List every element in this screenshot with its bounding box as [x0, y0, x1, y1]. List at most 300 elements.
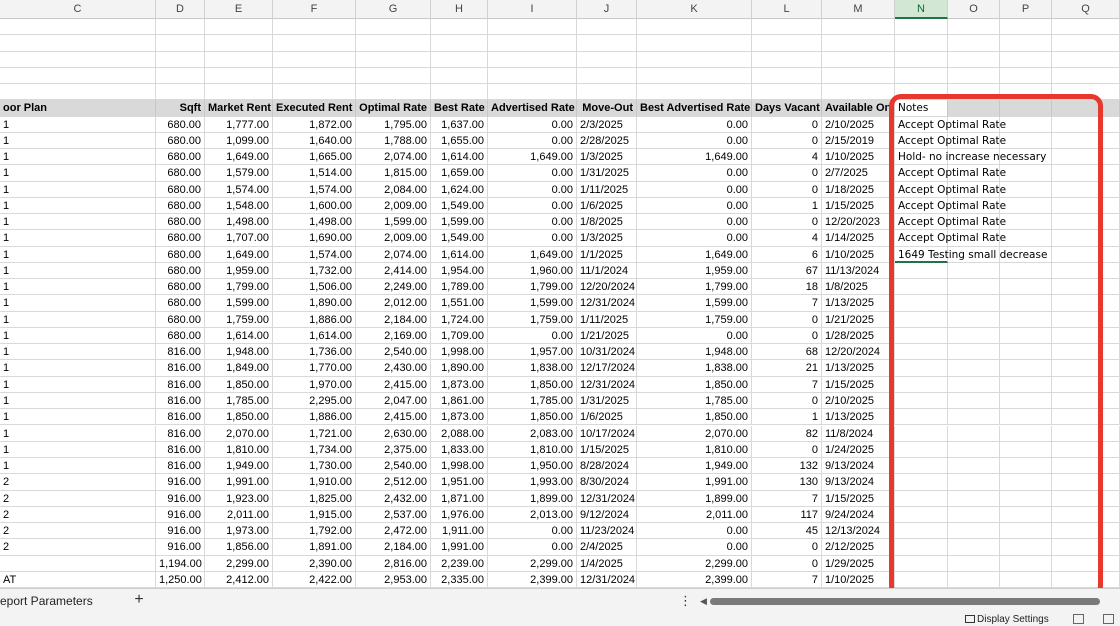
data-cell[interactable]: 1/21/2025: [577, 328, 637, 344]
data-cell[interactable]: 680.00: [156, 230, 205, 246]
data-cell[interactable]: 7: [752, 377, 822, 393]
data-cell[interactable]: 0.00: [637, 117, 752, 133]
grid-cell[interactable]: [1052, 556, 1120, 572]
data-cell[interactable]: 1/6/2025: [577, 198, 637, 214]
data-cell[interactable]: 1/29/2025: [822, 556, 895, 572]
grid-cell[interactable]: [637, 84, 752, 100]
data-cell[interactable]: 0.00: [488, 165, 577, 181]
data-cell[interactable]: 1,998.00: [431, 458, 488, 474]
data-cell[interactable]: 680.00: [156, 247, 205, 263]
grid-cell[interactable]: [356, 19, 431, 35]
data-cell[interactable]: 1: [0, 295, 156, 311]
data-cell[interactable]: 1,951.00: [431, 474, 488, 490]
grid-cell[interactable]: [1000, 474, 1052, 490]
notes-cell[interactable]: [895, 474, 948, 490]
data-cell[interactable]: 2,088.00: [431, 426, 488, 442]
grid-cell[interactable]: [948, 247, 1000, 263]
data-cell[interactable]: 1,890.00: [273, 295, 356, 311]
data-cell[interactable]: 2,375.00: [356, 442, 431, 458]
data-cell[interactable]: 1: [0, 133, 156, 149]
column-header-j[interactable]: J: [577, 0, 637, 19]
grid-cell[interactable]: [1052, 442, 1120, 458]
grid-cell[interactable]: [895, 35, 948, 51]
data-cell[interactable]: 2,184.00: [356, 539, 431, 555]
data-cell[interactable]: 1,959.00: [205, 263, 273, 279]
grid-cell[interactable]: [1052, 182, 1120, 198]
data-cell[interactable]: 1/8/2025: [822, 279, 895, 295]
data-cell[interactable]: 2,011.00: [637, 507, 752, 523]
grid-cell[interactable]: [1000, 117, 1052, 133]
data-cell[interactable]: 1,810.00: [488, 442, 577, 458]
data-cell[interactable]: 1,785.00: [488, 393, 577, 409]
data-cell[interactable]: 1: [0, 230, 156, 246]
data-cell[interactable]: 1,599.00: [488, 295, 577, 311]
grid-cell[interactable]: [948, 409, 1000, 425]
data-cell[interactable]: 680.00: [156, 295, 205, 311]
grid-cell[interactable]: [1000, 409, 1052, 425]
data-cell[interactable]: 1,948.00: [637, 344, 752, 360]
data-cell[interactable]: 1,574.00: [273, 182, 356, 198]
grid-cell[interactable]: [948, 165, 1000, 181]
data-cell[interactable]: 2,399.00: [637, 572, 752, 588]
data-cell[interactable]: 0.00: [488, 198, 577, 214]
data-cell[interactable]: 2/4/2025: [577, 539, 637, 555]
data-cell[interactable]: 1: [0, 426, 156, 442]
grid-cell[interactable]: [1052, 572, 1120, 588]
data-cell[interactable]: 1,886.00: [273, 312, 356, 328]
data-cell[interactable]: 1/15/2025: [577, 442, 637, 458]
data-cell[interactable]: 9/12/2024: [577, 507, 637, 523]
grid-cell[interactable]: [1000, 377, 1052, 393]
scrollbar-thumb[interactable]: [710, 598, 1100, 605]
column-header-d[interactable]: D: [156, 0, 205, 19]
column-header-n[interactable]: N: [895, 0, 948, 19]
data-cell[interactable]: 1,915.00: [273, 507, 356, 523]
notes-cell[interactable]: [895, 360, 948, 376]
data-cell[interactable]: 1,551.00: [431, 295, 488, 311]
data-cell[interactable]: 0: [752, 312, 822, 328]
data-cell[interactable]: 10/17/2024: [577, 426, 637, 442]
notes-cell[interactable]: [895, 491, 948, 507]
data-cell[interactable]: 916.00: [156, 523, 205, 539]
grid-cell[interactable]: [1000, 328, 1052, 344]
grid-cell[interactable]: [1000, 19, 1052, 35]
data-cell[interactable]: 1,759.00: [205, 312, 273, 328]
data-cell[interactable]: 1,574.00: [273, 247, 356, 263]
data-cell[interactable]: 1,998.00: [431, 344, 488, 360]
notes-cell[interactable]: Accept Optimal Rate: [895, 214, 948, 230]
grid-cell[interactable]: [488, 35, 577, 51]
notes-cell[interactable]: [895, 442, 948, 458]
data-cell[interactable]: 1/10/2025: [822, 247, 895, 263]
data-cell[interactable]: 1: [0, 344, 156, 360]
data-cell[interactable]: 1,624.00: [431, 182, 488, 198]
grid-cell[interactable]: [205, 19, 273, 35]
data-cell[interactable]: 1,792.00: [273, 523, 356, 539]
data-cell[interactable]: 1,250.00: [156, 572, 205, 588]
data-cell[interactable]: 2,009.00: [356, 198, 431, 214]
grid-cell[interactable]: [948, 312, 1000, 328]
data-cell[interactable]: 18: [752, 279, 822, 295]
data-cell[interactable]: 2,009.00: [356, 230, 431, 246]
grid-cell[interactable]: [1052, 507, 1120, 523]
header-notes[interactable]: Notes: [895, 100, 948, 116]
header-best-advertised-rate[interactable]: Best Advertised Rate: [637, 100, 752, 116]
grid-cell[interactable]: [1000, 133, 1052, 149]
grid-cell[interactable]: [0, 84, 156, 100]
horizontal-scrollbar[interactable]: [700, 596, 1100, 606]
data-cell[interactable]: 1,548.00: [205, 198, 273, 214]
data-cell[interactable]: 1,732.00: [273, 263, 356, 279]
grid-cell[interactable]: [1000, 247, 1052, 263]
grid-cell[interactable]: [1000, 312, 1052, 328]
data-cell[interactable]: 2,415.00: [356, 377, 431, 393]
data-cell[interactable]: 1,872.00: [273, 117, 356, 133]
data-cell[interactable]: 916.00: [156, 539, 205, 555]
data-cell[interactable]: 132: [752, 458, 822, 474]
data-cell[interactable]: 0.00: [488, 117, 577, 133]
grid-cell[interactable]: [1000, 100, 1052, 116]
data-cell[interactable]: 2,537.00: [356, 507, 431, 523]
data-cell[interactable]: 1/15/2025: [822, 377, 895, 393]
header-available-on[interactable]: Available On: [822, 100, 895, 116]
data-cell[interactable]: 1: [0, 312, 156, 328]
data-cell[interactable]: 1/11/2025: [577, 182, 637, 198]
data-cell[interactable]: 1,709.00: [431, 328, 488, 344]
data-cell[interactable]: 1,514.00: [273, 165, 356, 181]
data-cell[interactable]: 130: [752, 474, 822, 490]
data-cell[interactable]: 0.00: [637, 133, 752, 149]
grid-cell[interactable]: [752, 19, 822, 35]
data-cell[interactable]: 0.00: [488, 539, 577, 555]
data-cell[interactable]: 0.00: [637, 214, 752, 230]
data-cell[interactable]: 1,850.00: [637, 409, 752, 425]
data-cell[interactable]: 2,540.00: [356, 344, 431, 360]
data-cell[interactable]: 2: [0, 507, 156, 523]
data-cell[interactable]: 7: [752, 295, 822, 311]
grid-cell[interactable]: [948, 442, 1000, 458]
data-cell[interactable]: 1,970.00: [273, 377, 356, 393]
grid-cell[interactable]: [948, 295, 1000, 311]
data-cell[interactable]: 1/8/2025: [577, 214, 637, 230]
data-cell[interactable]: 816.00: [156, 377, 205, 393]
data-cell[interactable]: 9/13/2024: [822, 474, 895, 490]
data-cell[interactable]: 1,759.00: [637, 312, 752, 328]
data-cell[interactable]: 45: [752, 523, 822, 539]
data-cell[interactable]: 0: [752, 165, 822, 181]
grid-cell[interactable]: [948, 214, 1000, 230]
data-cell[interactable]: 8/30/2024: [577, 474, 637, 490]
data-cell[interactable]: 1,785.00: [637, 393, 752, 409]
notes-cell[interactable]: Accept Optimal Rate: [895, 165, 948, 181]
grid-cell[interactable]: [577, 35, 637, 51]
data-cell[interactable]: 6: [752, 247, 822, 263]
data-cell[interactable]: 1,795.00: [356, 117, 431, 133]
data-cell[interactable]: 680.00: [156, 149, 205, 165]
data-cell[interactable]: 0.00: [488, 328, 577, 344]
grid-cell[interactable]: [1052, 458, 1120, 474]
grid-cell[interactable]: [948, 68, 1000, 84]
data-cell[interactable]: 1,799.00: [205, 279, 273, 295]
data-cell[interactable]: 2/12/2025: [822, 539, 895, 555]
header-best-rate[interactable]: Best Rate: [431, 100, 488, 116]
data-cell[interactable]: 1: [0, 117, 156, 133]
data-cell[interactable]: 1,690.00: [273, 230, 356, 246]
grid-cell[interactable]: [948, 100, 1000, 116]
data-cell[interactable]: 1,850.00: [488, 409, 577, 425]
grid-cell[interactable]: [752, 52, 822, 68]
grid-cell[interactable]: [356, 35, 431, 51]
grid-cell[interactable]: [1052, 263, 1120, 279]
data-cell[interactable]: 2,013.00: [488, 507, 577, 523]
data-cell[interactable]: 2,074.00: [356, 247, 431, 263]
grid-cell[interactable]: [156, 68, 205, 84]
grid-cell[interactable]: [1052, 149, 1120, 165]
grid-cell[interactable]: [488, 84, 577, 100]
data-cell[interactable]: 2,412.00: [205, 572, 273, 588]
data-cell[interactable]: 1,850.00: [488, 377, 577, 393]
grid-cell[interactable]: [156, 52, 205, 68]
notes-cell[interactable]: [895, 507, 948, 523]
data-cell[interactable]: 1: [0, 279, 156, 295]
grid-cell[interactable]: [577, 68, 637, 84]
data-cell[interactable]: 1/18/2025: [822, 182, 895, 198]
data-cell[interactable]: 12/20/2024: [577, 279, 637, 295]
data-cell[interactable]: 1,777.00: [205, 117, 273, 133]
data-cell[interactable]: 1,734.00: [273, 442, 356, 458]
data-cell[interactable]: 7: [752, 491, 822, 507]
grid-cell[interactable]: [1000, 344, 1052, 360]
data-cell[interactable]: 1,911.00: [431, 523, 488, 539]
data-cell[interactable]: 117: [752, 507, 822, 523]
data-cell[interactable]: 2,390.00: [273, 556, 356, 572]
grid-cell[interactable]: [948, 360, 1000, 376]
grid-cell[interactable]: [948, 556, 1000, 572]
data-cell[interactable]: 0.00: [637, 230, 752, 246]
data-cell[interactable]: 2,011.00: [205, 507, 273, 523]
data-cell[interactable]: 1,861.00: [431, 393, 488, 409]
grid-cell[interactable]: [637, 19, 752, 35]
data-cell[interactable]: 2,169.00: [356, 328, 431, 344]
data-cell[interactable]: 680.00: [156, 263, 205, 279]
grid-cell[interactable]: [273, 35, 356, 51]
notes-cell[interactable]: [895, 295, 948, 311]
grid-cell[interactable]: [1000, 230, 1052, 246]
data-cell[interactable]: 1: [0, 409, 156, 425]
data-cell[interactable]: 1,649.00: [637, 149, 752, 165]
data-cell[interactable]: 680.00: [156, 279, 205, 295]
data-cell[interactable]: 1,599.00: [356, 214, 431, 230]
grid-cell[interactable]: [1052, 230, 1120, 246]
grid-cell[interactable]: [431, 35, 488, 51]
data-cell[interactable]: 12/31/2024: [577, 491, 637, 507]
column-header-m[interactable]: M: [822, 0, 895, 19]
grid-cell[interactable]: [1000, 84, 1052, 100]
data-cell[interactable]: 2,540.00: [356, 458, 431, 474]
data-cell[interactable]: 1,665.00: [273, 149, 356, 165]
data-cell[interactable]: 680.00: [156, 165, 205, 181]
data-cell[interactable]: 2,074.00: [356, 149, 431, 165]
data-cell[interactable]: 0.00: [637, 165, 752, 181]
notes-cell[interactable]: [895, 539, 948, 555]
grid-cell[interactable]: [948, 474, 1000, 490]
grid-cell[interactable]: [1000, 360, 1052, 376]
data-cell[interactable]: 1,810.00: [205, 442, 273, 458]
data-cell[interactable]: 680.00: [156, 182, 205, 198]
data-cell[interactable]: 10/31/2024: [577, 344, 637, 360]
grid-cell[interactable]: [1052, 360, 1120, 376]
data-cell[interactable]: 1,976.00: [431, 507, 488, 523]
notes-cell[interactable]: [895, 393, 948, 409]
sheet-tab-report-parameters[interactable]: eport Parameters: [0, 594, 93, 608]
data-cell[interactable]: 680.00: [156, 328, 205, 344]
data-cell[interactable]: 2: [0, 491, 156, 507]
notes-cell[interactable]: Accept Optimal Rate: [895, 230, 948, 246]
data-cell[interactable]: 2,399.00: [488, 572, 577, 588]
grid-cell[interactable]: [1000, 68, 1052, 84]
data-cell[interactable]: 1/24/2025: [822, 442, 895, 458]
grid-cell[interactable]: [1000, 491, 1052, 507]
data-cell[interactable]: 1,649.00: [637, 247, 752, 263]
grid-cell[interactable]: [637, 35, 752, 51]
grid-cell[interactable]: [948, 230, 1000, 246]
grid-cell[interactable]: [1052, 52, 1120, 68]
data-cell[interactable]: 67: [752, 263, 822, 279]
data-cell[interactable]: 82: [752, 426, 822, 442]
grid-cell[interactable]: [273, 52, 356, 68]
data-cell[interactable]: 2,249.00: [356, 279, 431, 295]
data-cell[interactable]: 2,070.00: [637, 426, 752, 442]
data-cell[interactable]: 2,432.00: [356, 491, 431, 507]
data-cell[interactable]: 2,299.00: [205, 556, 273, 572]
data-cell[interactable]: 2,512.00: [356, 474, 431, 490]
data-cell[interactable]: 1,788.00: [356, 133, 431, 149]
data-cell[interactable]: 1,549.00: [431, 230, 488, 246]
data-cell[interactable]: 1,838.00: [637, 360, 752, 376]
grid-cell[interactable]: [1052, 539, 1120, 555]
data-cell[interactable]: 1,770.00: [273, 360, 356, 376]
data-cell[interactable]: 1,736.00: [273, 344, 356, 360]
grid-cell[interactable]: [1052, 474, 1120, 490]
grid-cell[interactable]: [1052, 393, 1120, 409]
grid-cell[interactable]: [577, 52, 637, 68]
notes-cell[interactable]: [895, 328, 948, 344]
data-cell[interactable]: 1: [752, 198, 822, 214]
data-cell[interactable]: [0, 556, 156, 572]
grid-cell[interactable]: [948, 133, 1000, 149]
grid-cell[interactable]: [1000, 295, 1052, 311]
data-cell[interactable]: 0.00: [637, 328, 752, 344]
data-cell[interactable]: 0.00: [488, 230, 577, 246]
data-cell[interactable]: 2,335.00: [431, 572, 488, 588]
data-cell[interactable]: 1,506.00: [273, 279, 356, 295]
data-cell[interactable]: 1,614.00: [431, 149, 488, 165]
data-cell[interactable]: 1,991.00: [205, 474, 273, 490]
data-cell[interactable]: 1,899.00: [637, 491, 752, 507]
data-cell[interactable]: 1,614.00: [205, 328, 273, 344]
grid-cell[interactable]: [1000, 263, 1052, 279]
data-cell[interactable]: 1,600.00: [273, 198, 356, 214]
data-cell[interactable]: 1,949.00: [637, 458, 752, 474]
data-cell[interactable]: 1/13/2025: [822, 295, 895, 311]
data-cell[interactable]: 1: [0, 247, 156, 263]
grid-cell[interactable]: [1052, 328, 1120, 344]
data-cell[interactable]: 7: [752, 572, 822, 588]
data-cell[interactable]: 2,070.00: [205, 426, 273, 442]
data-cell[interactable]: 1,910.00: [273, 474, 356, 490]
grid-cell[interactable]: [0, 35, 156, 51]
grid-cell[interactable]: [205, 35, 273, 51]
grid-cell[interactable]: [1000, 198, 1052, 214]
data-cell[interactable]: 2,414.00: [356, 263, 431, 279]
data-cell[interactable]: 1/14/2025: [822, 230, 895, 246]
data-cell[interactable]: 816.00: [156, 426, 205, 442]
data-cell[interactable]: 1,825.00: [273, 491, 356, 507]
data-cell[interactable]: 2,084.00: [356, 182, 431, 198]
data-cell[interactable]: 1,640.00: [273, 133, 356, 149]
data-cell[interactable]: 1/15/2025: [822, 491, 895, 507]
data-cell[interactable]: 1,649.00: [488, 247, 577, 263]
data-cell[interactable]: 816.00: [156, 458, 205, 474]
data-cell[interactable]: 816.00: [156, 409, 205, 425]
grid-cell[interactable]: [431, 68, 488, 84]
grid-cell[interactable]: [1052, 523, 1120, 539]
column-header-k[interactable]: K: [637, 0, 752, 19]
grid-cell[interactable]: [0, 19, 156, 35]
data-cell[interactable]: 1,886.00: [273, 409, 356, 425]
data-cell[interactable]: 1: [0, 442, 156, 458]
data-cell[interactable]: 1: [0, 165, 156, 181]
data-cell[interactable]: 1: [0, 198, 156, 214]
data-cell[interactable]: 680.00: [156, 133, 205, 149]
data-cell[interactable]: 1,959.00: [637, 263, 752, 279]
data-cell[interactable]: 1,993.00: [488, 474, 577, 490]
data-cell[interactable]: 1,850.00: [637, 377, 752, 393]
data-cell[interactable]: 1,948.00: [205, 344, 273, 360]
data-cell[interactable]: 0: [752, 539, 822, 555]
grid-cell[interactable]: [948, 182, 1000, 198]
grid-cell[interactable]: [752, 35, 822, 51]
data-cell[interactable]: 2,295.00: [273, 393, 356, 409]
data-cell[interactable]: 1,759.00: [488, 312, 577, 328]
column-header-p[interactable]: P: [1000, 0, 1052, 19]
data-cell[interactable]: 1: [0, 263, 156, 279]
grid-cell[interactable]: [948, 393, 1000, 409]
data-cell[interactable]: 1,871.00: [431, 491, 488, 507]
more-options-icon[interactable]: ⋮: [679, 593, 692, 608]
data-cell[interactable]: 1,574.00: [205, 182, 273, 198]
data-cell[interactable]: 1: [0, 182, 156, 198]
add-sheet-button[interactable]: +: [134, 591, 144, 608]
data-cell[interactable]: 1/28/2025: [822, 328, 895, 344]
normal-view-icon[interactable]: [1073, 614, 1084, 624]
notes-cell[interactable]: [895, 572, 948, 588]
grid-cell[interactable]: [1052, 35, 1120, 51]
grid-cell[interactable]: [948, 19, 1000, 35]
data-cell[interactable]: 1,789.00: [431, 279, 488, 295]
grid-cell[interactable]: [1052, 426, 1120, 442]
notes-cell[interactable]: [895, 279, 948, 295]
header-advertised-rate[interactable]: Advertised Rate: [488, 100, 577, 116]
grid-cell[interactable]: [895, 52, 948, 68]
data-cell[interactable]: 1,850.00: [205, 377, 273, 393]
notes-cell[interactable]: [895, 377, 948, 393]
data-cell[interactable]: 12/13/2024: [822, 523, 895, 539]
grid-cell[interactable]: [356, 84, 431, 100]
grid-cell[interactable]: [1000, 572, 1052, 588]
notes-cell[interactable]: [895, 458, 948, 474]
data-cell[interactable]: 2/10/2025: [822, 117, 895, 133]
